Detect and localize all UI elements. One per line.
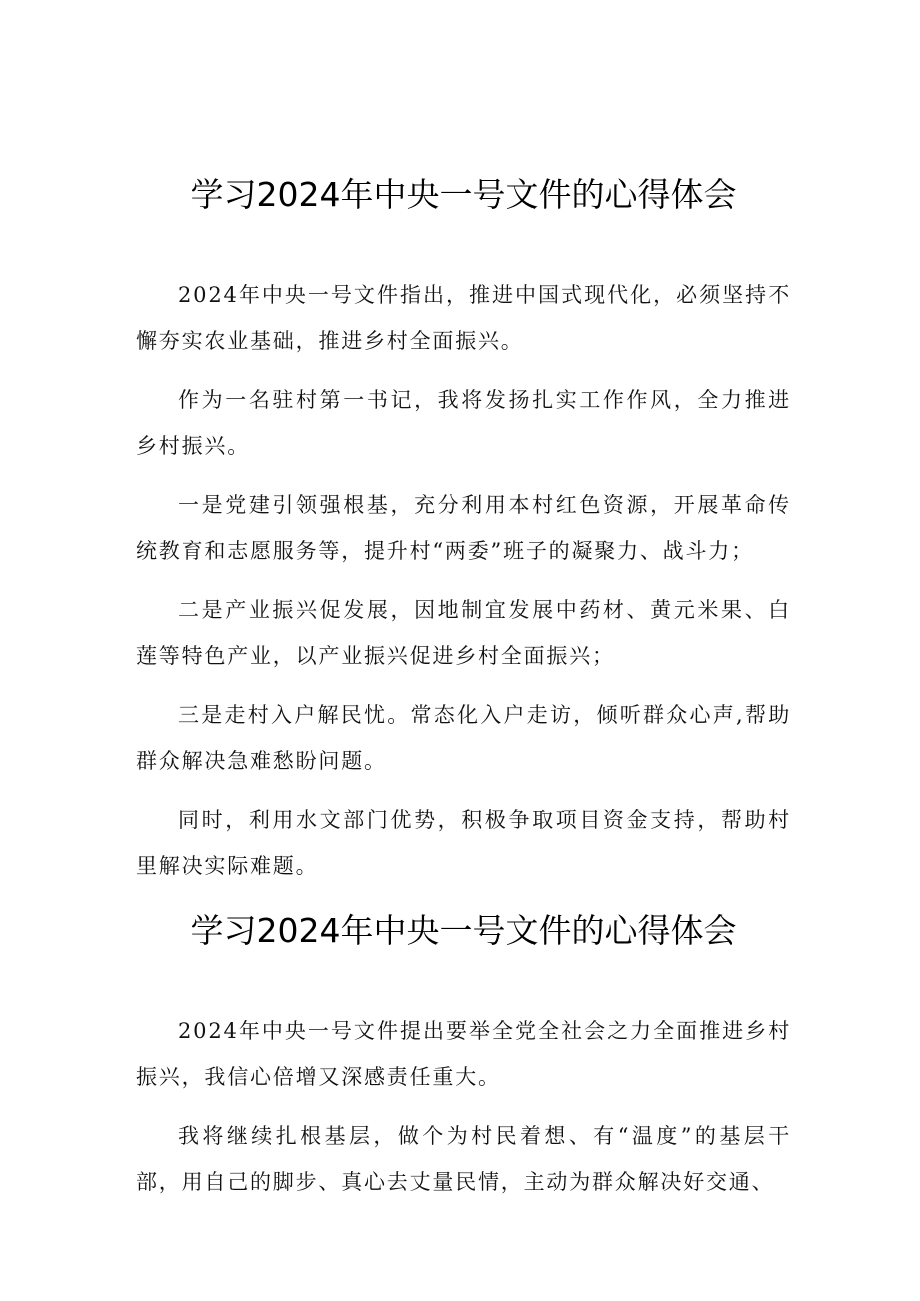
- paragraph: 作为一名驻村第一书记，我将发扬扎实工作作风，全力推进乡村振兴。: [136, 388, 791, 458]
- article-body: [136, 1008, 791, 1205]
- article-section: [136, 170, 791, 902]
- paragraph: 2024年中央一号文件提出要举全党全社会之力全面推进乡村振兴，我信心倍增又深感责任重大。: [136, 1019, 791, 1089]
- paragraph: 二是产业振兴促发展，因地制宜发展中药材、黄元米果、白莲等特色产业，以产业振兴促进乡村全面振兴；: [136, 598, 791, 668]
- article-body: [136, 272, 791, 889]
- paragraph: 2024年中央一号文件指出，推进中国式现代化，必须坚持不懈夯实农业基础，推进乡村全面振兴。: [136, 283, 791, 353]
- paragraph: 一是党建引领强根基，充分利用本村红色资源，开展革命传统教育和志愿服务等，提升村“两委”班子的凝聚力、战斗力；: [136, 493, 791, 563]
- article-title: 学习2024年中央一号文件的心得体会: [190, 911, 737, 950]
- paragraph: 我将继续扎根基层，做个为村民着想、有“温度”的基层干部，用自己的脚步、真心去丈量民情，主动为群众解决好交通、: [136, 1124, 791, 1194]
- article-title: 学习2024年中央一号文件的心得体会: [190, 175, 737, 214]
- paragraph: 三是走村入户解民忧。常态化入户走访，倾听群众心声,帮助群众解决急难愁盼问题。: [136, 703, 791, 773]
- article-section: [136, 906, 791, 1218]
- paragraph: 同时，利用水文部门优势，积极争取项目资金支持，帮助村里解决实际难题。: [136, 808, 791, 878]
